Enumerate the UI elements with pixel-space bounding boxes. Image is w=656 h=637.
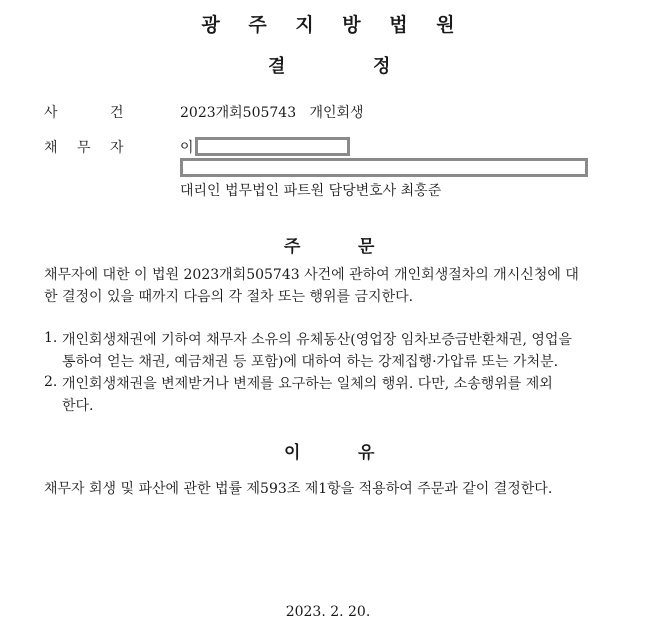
list-item-text-line: 개인회생채권을 변제받거나 변제를 요구하는 일체의 행위. 다만, 소송행위를 제외 [62,376,553,392]
case-label-char-1: 사 [44,105,58,121]
list-item-number: 2. [44,374,58,390]
decision-date: 2023. 2. 20. [285,604,371,620]
representative: 대리인 법무법인 파트원 담당변호사 최홍준 [180,183,442,199]
debtor-label-char-1: 채 [44,140,58,156]
order-text-line-1: 채무자에 대한 이 법원 2023개회505743 사건에 관하여 개인회생절차의 개시신청에 대 [44,267,579,283]
redacted-debtor-address [180,158,588,177]
list-item-text-line: 한다. [62,398,94,414]
doc-type-left: 결 [268,56,286,77]
order-text-line-2: 한 결정이 있을 때까지 다음의 각 절차 또는 행위를 금지한다. [44,289,414,305]
order-heading-left: 주 [284,237,301,257]
debtor-label-char-2: 무 [77,140,91,156]
court-name: 광 주 지 방 법 원 [201,14,466,36]
list-item-text-line: 통하여 얻는 채권, 예금채권 등 포함)에 대하여 하는 강제집행·가압류 또는 가처분. [62,354,559,370]
debtor-name-prefix: 이 [180,140,194,156]
reason-heading-left: 이 [284,443,301,463]
doc-type-right: 정 [373,56,391,77]
list-item-number: 1. [44,330,58,346]
case-number: 2023개회505743 개인회생 [180,105,364,121]
redacted-debtor-name [195,137,350,156]
case-label-char-2: 건 [110,105,124,121]
order-heading-right: 문 [358,237,375,257]
debtor-label-char-3: 자 [110,140,124,156]
list-item-text-line: 개인회생채권에 기하여 채무자 소유의 유체동산(영업장 임차보증금반환채권, 영업을 [62,332,572,348]
reason-text: 채무자 회생 및 파산에 관한 법률 제593조 제1항을 적용하여 주문과 같이 결정한다. [44,481,553,497]
reason-heading-right: 유 [358,443,375,463]
